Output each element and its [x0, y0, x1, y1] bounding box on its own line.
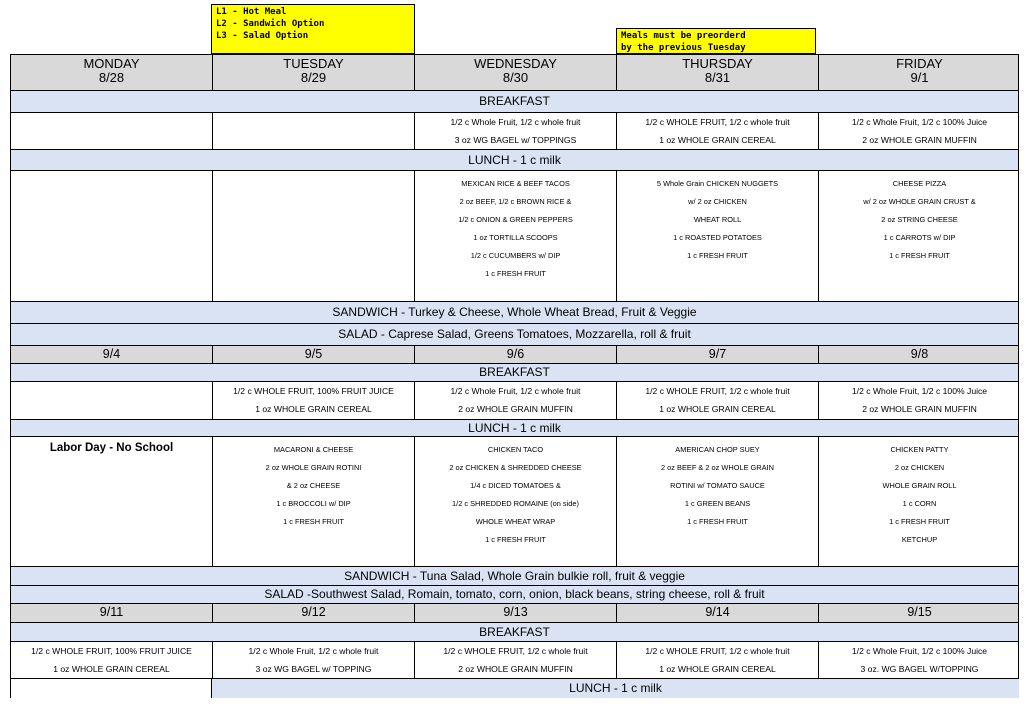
menu-item-line: 1 oz WHOLE GRAIN CEREAL [659, 404, 776, 414]
menu-item-line: 3 oz WG BAGEL w/ TOPPINGS [454, 135, 577, 145]
menu-cell-thursday [616, 382, 818, 419]
menu-cell-wednesday [414, 171, 616, 301]
menu-item-line: 1 oz WHOLE GRAIN CEREAL [53, 664, 170, 674]
day-header-tuesday: TUESDAY 8/29 [212, 55, 414, 90]
date-9-5: 9/5 [212, 346, 414, 363]
menu-item-line: 2 oz BEEF & 2 oz WHOLE GRAIN [661, 463, 774, 472]
date-9-14: 9/14 [616, 604, 818, 622]
legend-l1: L1 - Hot Meal [216, 7, 287, 17]
week2-lunch-header: LUNCH - 1 c milk [10, 419, 1019, 436]
date-9-12: 9/12 [212, 604, 414, 622]
menu-item-line: 5 Whole Grain CHICKEN NUGGETS [656, 179, 779, 188]
menu-item-line: 1 c FRESH FRUIT [889, 251, 950, 260]
week1-breakfast-row [10, 112, 1019, 149]
menu-item-line: 1 c CARROTS w/ DIP [883, 233, 956, 242]
menu-item-line: 1 c CORN [902, 499, 937, 508]
menu-cell-monday [11, 171, 212, 301]
menu-item-line: 1 oz WHOLE GRAIN CEREAL [659, 664, 776, 674]
menu-item-line: 1/2 c WHOLE FRUIT, 1/2 c whole fruit [645, 646, 790, 656]
menu-cell-tuesday [212, 113, 414, 149]
meal-legend-note [211, 4, 415, 54]
menu-item-line: 1/2 c WHOLE FRUIT, 1/2 c whole fruit [645, 117, 790, 127]
menu-cell-thursday [616, 642, 818, 678]
menu-item-line: 2 oz STRING CHEESE [881, 215, 958, 224]
menu-item-line: WHOLE GRAIN ROLL [882, 481, 957, 490]
preorder-line-2: by the previous Tuesday [621, 43, 746, 53]
menu-item-line: 1 c FRESH FRUIT [485, 535, 546, 544]
menu-item-line: 1/4 c DICED TOMATOES & [470, 481, 561, 490]
week3-breakfast-row [10, 641, 1019, 678]
menu-cell-friday [818, 642, 1020, 678]
menu-item-line: w/ 2 oz WHOLE GRAIN CRUST & [863, 197, 976, 206]
week2-breakfast-header: BREAKFAST [10, 363, 1019, 381]
menu-cell-wednesday [414, 642, 616, 678]
menu-cell-tuesday [212, 437, 414, 566]
menu-cell-tuesday [212, 171, 414, 301]
menu-cell-tuesday [212, 382, 414, 419]
menu-cell-thursday [616, 437, 818, 566]
week1-salad-row: SALAD - Caprese Salad, Greens Tomatoes, Mozzarella, roll & fruit [10, 323, 1019, 345]
menu-item-line: 2 oz WHOLE GRAIN MUFFIN [458, 404, 573, 414]
menu-item-line: WHEAT ROLL [693, 215, 742, 224]
menu-item-line: 1/2 c WHOLE FRUIT, 100% FRUIT JUICE [31, 646, 192, 656]
menu-item-line: 1 c FRESH FRUIT [687, 517, 748, 526]
menu-item-line: 1 c GREEN BEANS [684, 499, 751, 508]
menu-item-line: 1/2 c Whole Fruit, 1/2 c 100% Juice [851, 386, 988, 396]
menu-cell-monday [11, 642, 212, 678]
date-9-8: 9/8 [818, 346, 1020, 363]
menu-item-line: 1/2 c Whole Fruit, 1/2 c whole fruit [248, 646, 379, 656]
menu-item-line: WHOLE WHEAT WRAP [475, 517, 556, 526]
menu-cell-wednesday [414, 113, 616, 149]
menu-item-line: 1/2 c Whole Fruit, 1/2 c whole fruit [450, 117, 581, 127]
menu-item-line: 1/2 c Whole Fruit, 1/2 c 100% Juice [851, 646, 988, 656]
menu-item-line: 1 c ROASTED POTATOES [673, 233, 762, 242]
menu-item-line: 2 oz BEEF, 1/2 c BROWN RICE & [459, 197, 572, 206]
menu-cell-monday [11, 113, 212, 149]
menu-item-line: 1/2 c WHOLE FRUIT, 100% FRUIT JUICE [233, 386, 394, 396]
week3-date-header [10, 603, 1019, 622]
menu-item-line: 1/2 c SHREDDED ROMAINE (on side) [452, 499, 579, 508]
menu-item-line: 1/2 c Whole Fruit, 1/2 c 100% Juice [851, 117, 988, 127]
menu-item-line: CHICKEN TACO [487, 445, 544, 454]
day-header-friday: FRIDAY 9/1 [818, 55, 1020, 90]
legend-l3: L3 - Salad Option [216, 31, 309, 41]
menu-item-line: 2 oz CHICKEN & SHREDDED CHEESE [449, 463, 582, 472]
menu-item-line: 3 oz WG BAGEL w/ TOPPING [255, 664, 372, 674]
menu-item-line: 1 c FRESH FRUIT [889, 517, 950, 526]
menu-item-line: 2 oz WHOLE GRAIN MUFFIN [862, 135, 977, 145]
menu-item-line: 2 oz WHOLE GRAIN ROTINI [265, 463, 362, 472]
menu-cell-thursday [616, 171, 818, 301]
preorder-note [616, 28, 816, 54]
week3-lunch-header: LUNCH - 1 c milk [211, 679, 1019, 698]
week1-sandwich-row: SANDWICH - Turkey & Cheese, Whole Wheat Bread, Fruit & Veggie [10, 301, 1019, 323]
holiday-sub: - No School [106, 442, 174, 454]
labor-day-cell [11, 437, 212, 566]
menu-cell-monday [11, 382, 212, 419]
holiday-label: Labor Day [49, 442, 107, 454]
menu-item-line: 1 oz TORTILLA SCOOPS [473, 233, 558, 242]
week3-breakfast-header: BREAKFAST [10, 622, 1019, 641]
menu-item-line: 1/2 c CUCUMBERS w/ DIP [470, 251, 561, 260]
menu-item-line: & 2 oz CHEESE [286, 481, 341, 490]
menu-item-line: w/ 2 oz CHICKEN [688, 197, 747, 206]
week2-lunch-row [10, 436, 1019, 566]
menu-calendar-grid [10, 54, 1019, 698]
menu-item-line: 1/2 c WHOLE FRUIT, 1/2 c whole fruit [443, 646, 588, 656]
week2-date-header [10, 345, 1019, 363]
menu-cell-friday [818, 437, 1020, 566]
menu-item-line: 2 oz WHOLE GRAIN MUFFIN [862, 404, 977, 414]
menu-cell-wednesday [414, 437, 616, 566]
menu-item-line: 2 oz WHOLE GRAIN MUFFIN [458, 664, 573, 674]
menu-item-line: 1 oz WHOLE GRAIN CEREAL [659, 135, 776, 145]
date-9-13: 9/13 [414, 604, 616, 622]
date-9-11: 9/11 [99, 605, 124, 619]
week3-lunch-blank-cell [10, 679, 211, 698]
menu-item-line: CHICKEN PATTY [890, 445, 949, 454]
date-9-7: 9/7 [616, 346, 818, 363]
week1-lunch-row [10, 170, 1019, 301]
menu-cell-friday [818, 113, 1020, 149]
menu-item-line: 1/2 c ONION & GREEN PEPPERS [458, 215, 573, 224]
day-header-monday: MONDAY 8/28 [83, 56, 140, 85]
date-9-15: 9/15 [818, 604, 1020, 622]
week1-breakfast-header: BREAKFAST [10, 90, 1019, 112]
menu-item-line: KETCHUP [901, 535, 938, 544]
menu-cell-tuesday [212, 642, 414, 678]
day-header-wednesday: WEDNESDAY 8/30 [414, 55, 616, 90]
week1-day-header [10, 54, 1019, 90]
date-9-6: 9/6 [414, 346, 616, 363]
menu-item-line: CHEESE PIZZA [892, 179, 947, 188]
menu-cell-thursday [616, 113, 818, 149]
menu-item-line: 2 oz CHICKEN [894, 463, 945, 472]
week2-sandwich-row: SANDWICH - Tuna Salad, Whole Grain bulkie roll, fruit & veggie [10, 566, 1019, 585]
legend-l2: L2 - Sandwich Option [216, 19, 325, 29]
menu-item-line: MEXICAN RICE & BEEF TACOS [461, 179, 570, 188]
menu-item-line: 1 c FRESH FRUIT [283, 517, 344, 526]
week2-breakfast-row [10, 381, 1019, 419]
menu-item-line: 1 c FRESH FRUIT [687, 251, 748, 260]
menu-item-line: 1/2 c WHOLE FRUIT, 1/2 c whole fruit [645, 386, 790, 396]
date-9-4: 9/4 [102, 347, 121, 361]
menu-item-line: 1/2 c Whole Fruit, 1/2 c whole fruit [450, 386, 581, 396]
menu-item-line: 3 oz. WG BAGEL W/TOPPING [860, 664, 979, 674]
menu-item-line: 1 c BROCCOLI w/ DIP [276, 499, 351, 508]
menu-item-line: MACARONI & CHEESE [273, 445, 354, 454]
menu-cell-friday [818, 382, 1020, 419]
day-header-thursday: THURSDAY 8/31 [616, 55, 818, 90]
week1-lunch-header: LUNCH - 1 c milk [10, 149, 1019, 170]
menu-item-line: ROTINI w/ TOMATO SAUCE [670, 481, 765, 490]
preorder-line-1: Meals must be preorderd [621, 31, 746, 41]
menu-item-line: AMERICAN CHOP SUEY [675, 445, 760, 454]
menu-item-line: 1 c FRESH FRUIT [485, 269, 546, 278]
week2-salad-row: SALAD -Southwest Salad, Romain, tomato, corn, onion, black beans, string cheese, roll & fruit [10, 585, 1019, 603]
menu-cell-friday [818, 171, 1020, 301]
menu-cell-wednesday [414, 382, 616, 419]
week3-lunch-row [10, 678, 1019, 698]
menu-item-line: 1 oz WHOLE GRAIN CEREAL [255, 404, 372, 414]
